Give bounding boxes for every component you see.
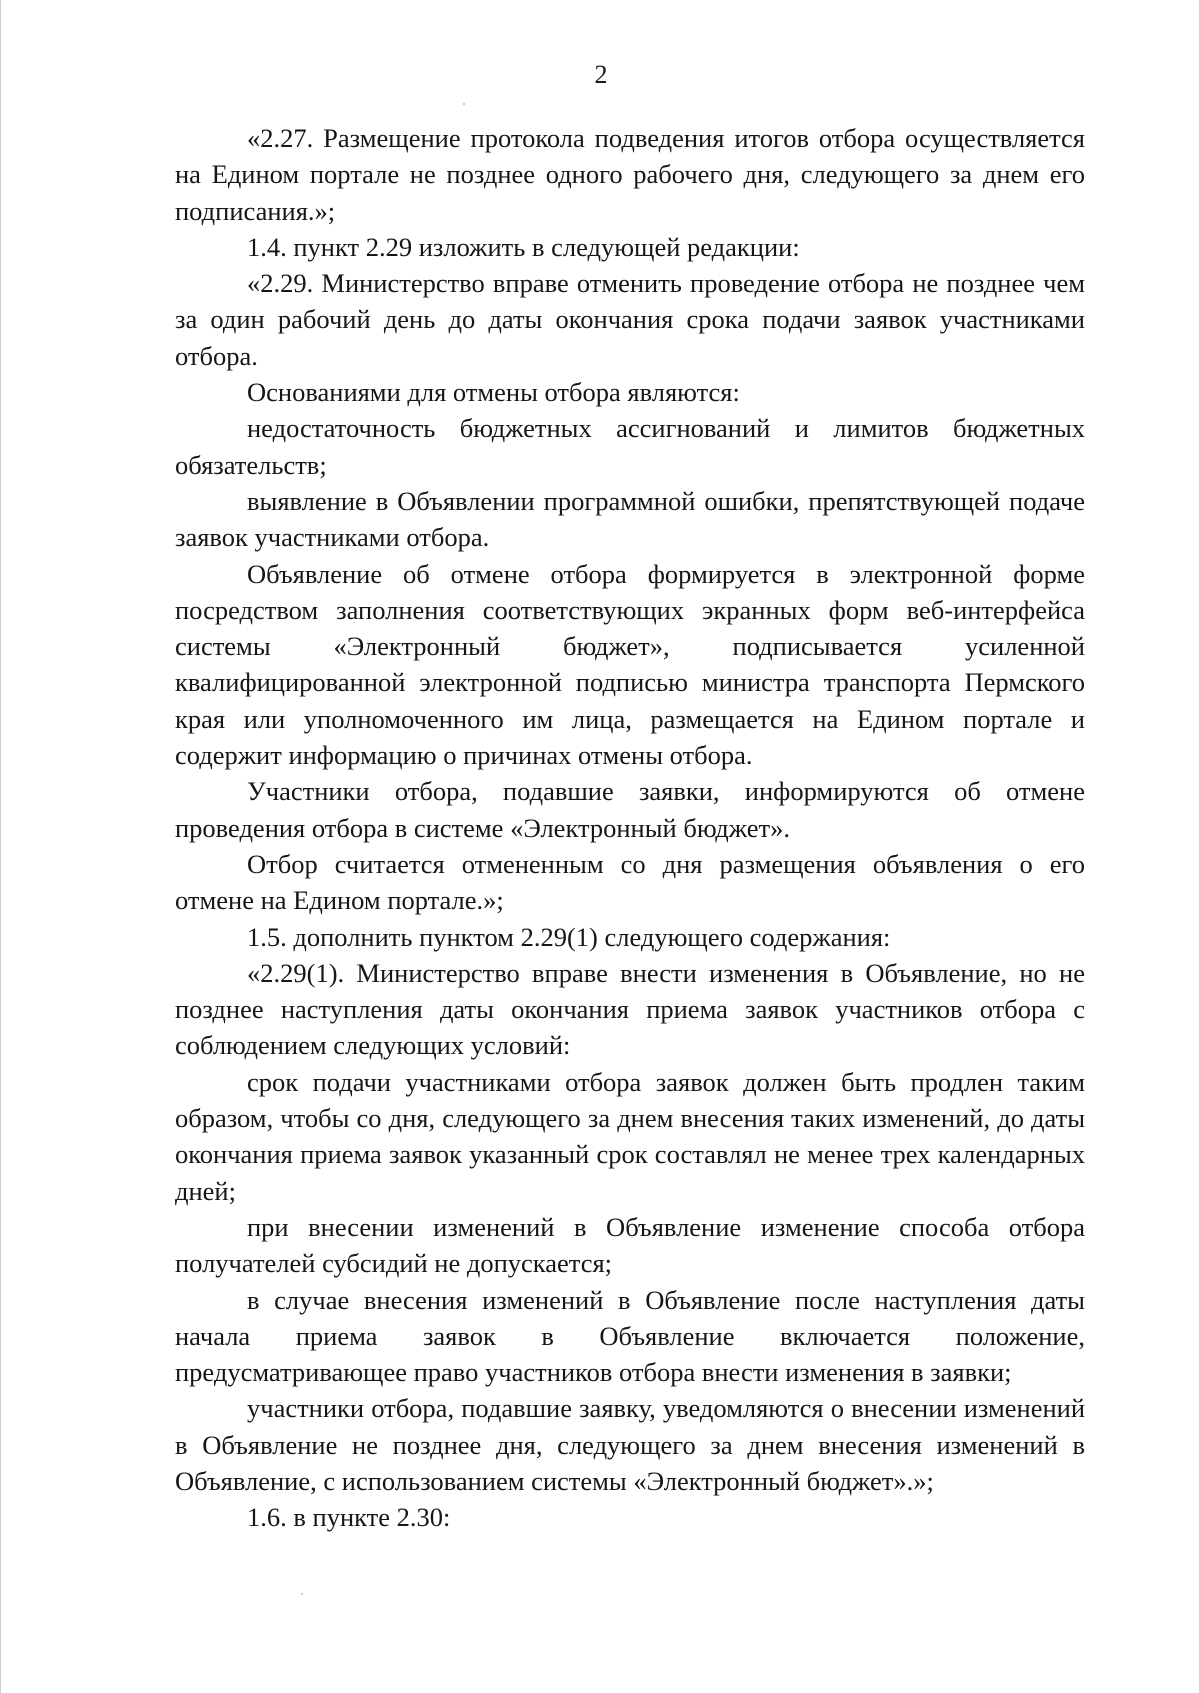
paragraph-grounds-heading: Основаниями для отмены отбора являются: bbox=[247, 377, 740, 408]
page-number: 2 bbox=[594, 60, 608, 89]
paragraph-2-29-1: «2.29(1). Министерство вправе внести изменения в Объявление, но не позднее наступления даты окончания приема заявок участников отбора с соблюдением следующих условий: bbox=[175, 957, 1085, 1061]
paragraph-participants-informed: Участники отбора, подавшие заявки, информируются об отмене проведения отбора в системе «Электронный бюджет». bbox=[175, 776, 1085, 843]
paragraph-cancel-announcement: Объявление об отмене отбора формируется в электронной форме посредством заполнения соответствующих экранных форм веб-интерфейса системы «Электронный бюджет», подписывается усиленной квалифицированной электронной подписью министра транспорта Пермского края или уполномоченного им лица, размещается на Едином портале и содержит информацию о причинах отмены отбора. bbox=[175, 558, 1085, 771]
paragraph-1-5: 1.5. дополнить пунктом 2.29(1) следующего содержания: bbox=[247, 921, 891, 952]
paragraph-condition-deadline: срок подачи участниками отбора заявок должен быть продлен таким образом, чтобы со дня, следующего за днем внесения таких изменений, до даты окончания приема заявок указанный срок составлял не менее трех календарных дней; bbox=[175, 1066, 1085, 1206]
paragraph-1-4: 1.4. пункт 2.29 изложить в следующей редакции: bbox=[247, 231, 800, 262]
paragraph-selection-cancelled: Отбор считается отмененным со дня размещения объявления о его отмене на Едином портале.»; bbox=[175, 848, 1085, 916]
paragraph-ground-error: выявление в Объявлении программной ошибки, препятствующей подаче заявок участниками отбора. bbox=[175, 485, 1085, 553]
paragraph-2-27: «2.27. Размещение протокола подведения итогов отбора осуществляется на Едином портале не позднее одного рабочего дня, следующего за днем его подписания.»; bbox=[175, 123, 1085, 226]
paragraph-ground-budget: недостаточность бюджетных ассигнований и лимитов бюджетных обязательств; bbox=[175, 413, 1085, 480]
document-body bbox=[175, 120, 1085, 1536]
scan-speck bbox=[463, 103, 465, 105]
paragraph-2-29: «2.29. Министерство вправе отменить проведение отбора не позднее чем за один рабочий день до даты окончания срока подачи заявок участниками отбора. bbox=[175, 268, 1085, 371]
paragraph-condition-method: при внесении изменений в Объявление изменение способа отбора получателей субсидий не допускается; bbox=[175, 1211, 1085, 1279]
scan-speck bbox=[301, 1593, 303, 1595]
paragraph-condition-amend: в случае внесения изменений в Объявление после наступления даты начала приема заявок в Объявление включается положение, предусматривающее право участников отбора внести изменения в заявки; bbox=[175, 1284, 1085, 1388]
paragraph-1-6: 1.6. в пункте 2.30: bbox=[247, 1502, 451, 1533]
paragraph-condition-notify: участники отбора, подавшие заявку, уведомляются о внесении изменений в Объявление не позднее дня, следующего за днем внесения изменений в Объявление, с использованием системы «Электронный бюджет».»; bbox=[175, 1393, 1085, 1496]
